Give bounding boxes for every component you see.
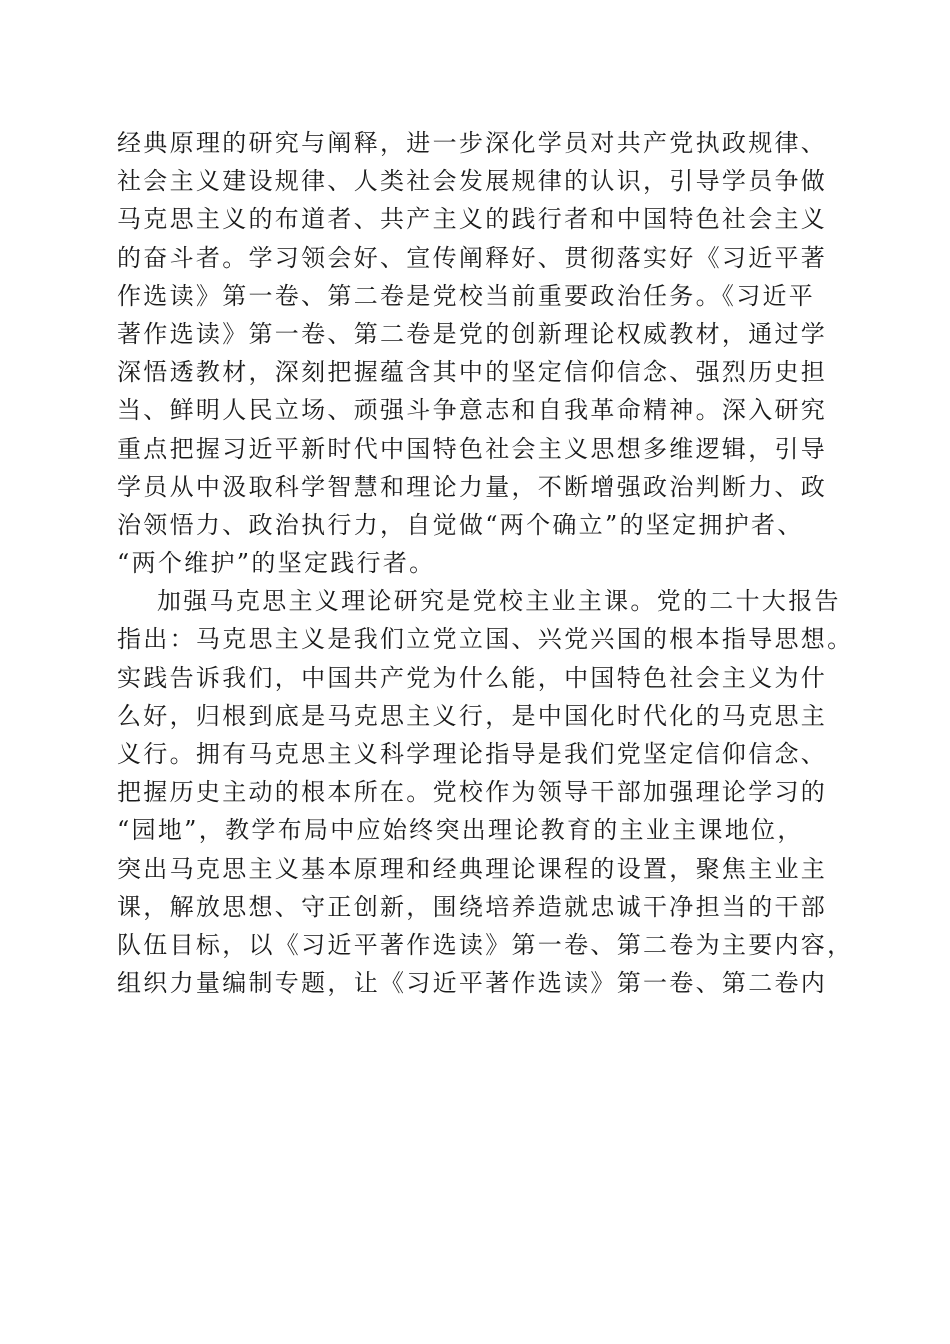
text-line: 经典原理的研究与阐释，进一步深化学员对共产党执政规律、	[117, 129, 828, 157]
text-line: 当、鲜明人民立场、顽强斗争意志和自我革命精神。深入研究	[117, 396, 828, 425]
text-line: 著作选读》第一卷、第二卷是党的创新理论权威教材，通过学	[117, 319, 828, 348]
text-line: “两个维护”的坚定践行者。	[117, 549, 436, 578]
text-line: 作选读》第一卷、第二卷是党校当前重要政治任务。《习近平	[117, 281, 816, 310]
text-line: 队伍目标，以《习近平著作选读》第一卷、第二卷为主要内容，	[117, 930, 854, 959]
text-line: 的奋斗者。学习领会好、宣传阐释好、贯彻落实好《习近平著	[117, 243, 828, 272]
text-line: 义行。拥有马克思主义科学理论指导是我们党坚定信仰信念、	[117, 740, 828, 768]
text-line: 加强马克思主义理论研究是党校主业主课。党的二十大报告	[157, 587, 841, 616]
text-line: 指出：马克思主义是我们立党立国、兴党兴国的根本指导思想。	[117, 625, 854, 654]
text-line: 实践告诉我们，中国共产党为什么能，中国特色社会主义为什	[117, 663, 828, 692]
text-line: 深悟透教材，深刻把握蕴含其中的坚定信仰信念、强烈历史担	[117, 358, 828, 387]
paragraph	[117, 124, 837, 582]
text-line: 重点把握习近平新时代中国特色社会主义思想多维逻辑，引导	[117, 434, 828, 463]
text-line: 治领悟力、政治执行力，自觉做“两个确立”的坚定拥护者、	[117, 510, 804, 539]
text-line: 把握历史主动的根本所在。党校作为领导干部加强理论学习的	[117, 778, 828, 807]
text-line: 么好，归根到底是马克思主义行，是中国化时代化的马克思主	[117, 701, 828, 730]
text-line: 突出马克思主义基本原理和经典理论课程的设置，聚焦主业主	[117, 854, 828, 883]
paragraph	[117, 582, 854, 1002]
text-line: 社会主义建设规律、人类社会发展规律的认识，引导学员争做	[117, 167, 828, 196]
body-text	[117, 124, 854, 1002]
text-line: “园地”，教学布局中应始终突出理论教育的主业主课地位，	[117, 816, 804, 845]
text-line: 马克思主义的布道者、共产主义的践行者和中国特色社会主义	[117, 205, 828, 234]
text-line: 组织力量编制专题，让《习近平著作选读》第一卷、第二卷内	[117, 969, 828, 998]
text-line: 课，解放思想、守正创新，围绕培养造就忠诚干净担当的干部	[117, 892, 828, 921]
text-line: 学员从中汲取科学智慧和理论力量，不断增强政治判断力、政	[117, 472, 828, 501]
